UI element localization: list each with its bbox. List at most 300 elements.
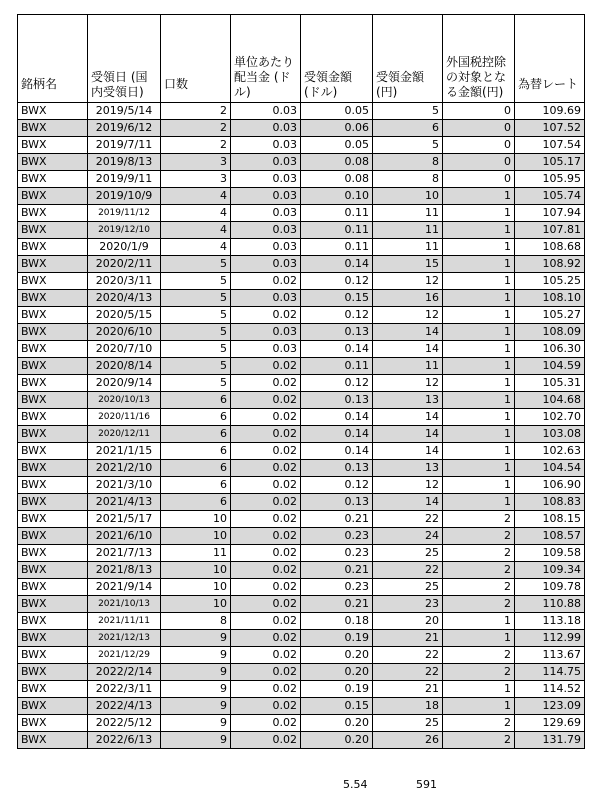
cell-receipt-date: 2021/1/15 xyxy=(88,443,161,460)
cell-exchange-rate: 107.52 xyxy=(515,120,585,137)
cell-units: 5 xyxy=(161,307,231,324)
cell-ticker: BWX xyxy=(18,613,88,630)
table-row xyxy=(18,579,585,596)
table-row xyxy=(18,341,585,358)
table-row xyxy=(18,392,585,409)
cell-units: 5 xyxy=(161,341,231,358)
cell-dividend-per-unit: 0.02 xyxy=(231,528,301,545)
table-row xyxy=(18,137,585,154)
cell-dividend-per-unit: 0.02 xyxy=(231,579,301,596)
cell-exchange-rate: 129.69 xyxy=(515,715,585,732)
cell-amount-jpy: 10 xyxy=(373,188,443,205)
cell-amount-jpy: 12 xyxy=(373,375,443,392)
cell-dividend-per-unit: 0.03 xyxy=(231,324,301,341)
header-foreign-tax-credit: 外国税控除の対象となる金額(円) xyxy=(443,15,515,103)
cell-amount-usd: 0.20 xyxy=(301,664,373,681)
cell-dividend-per-unit: 0.02 xyxy=(231,477,301,494)
header-amount-usd: 受領金額 (ドル) xyxy=(301,15,373,103)
cell-units: 9 xyxy=(161,715,231,732)
cell-exchange-rate: 108.57 xyxy=(515,528,585,545)
cell-units: 8 xyxy=(161,613,231,630)
cell-receipt-date: 2021/4/13 xyxy=(88,494,161,511)
cell-dividend-per-unit: 0.03 xyxy=(231,341,301,358)
header-ticker: 銘柄名 xyxy=(18,15,88,103)
header-row xyxy=(18,15,585,103)
cell-receipt-date: 2019/5/14 xyxy=(88,103,161,120)
cell-foreign-tax-credit: 1 xyxy=(443,273,515,290)
cell-exchange-rate: 108.68 xyxy=(515,239,585,256)
cell-ticker: BWX xyxy=(18,375,88,392)
cell-units: 9 xyxy=(161,732,231,749)
cell-amount-usd: 0.15 xyxy=(301,290,373,307)
cell-amount-usd: 0.21 xyxy=(301,596,373,613)
cell-exchange-rate: 107.81 xyxy=(515,222,585,239)
cell-foreign-tax-credit: 2 xyxy=(443,545,515,562)
cell-units: 5 xyxy=(161,358,231,375)
cell-dividend-per-unit: 0.02 xyxy=(231,562,301,579)
cell-amount-jpy: 8 xyxy=(373,154,443,171)
cell-amount-usd: 0.11 xyxy=(301,239,373,256)
cell-receipt-date: 2022/3/11 xyxy=(88,681,161,698)
cell-amount-usd: 0.21 xyxy=(301,562,373,579)
cell-units: 9 xyxy=(161,664,231,681)
header-dividend-per-unit: 単位あたり配当金 (ドル) xyxy=(231,15,301,103)
cell-amount-usd: 0.23 xyxy=(301,579,373,596)
cell-foreign-tax-credit: 1 xyxy=(443,460,515,477)
table-row xyxy=(18,698,585,715)
cell-amount-usd: 0.15 xyxy=(301,698,373,715)
cell-units: 4 xyxy=(161,188,231,205)
table-row xyxy=(18,307,585,324)
table-row xyxy=(18,239,585,256)
cell-foreign-tax-credit: 1 xyxy=(443,205,515,222)
cell-receipt-date: 2020/8/14 xyxy=(88,358,161,375)
cell-receipt-date: 2019/11/12 xyxy=(88,205,161,222)
cell-amount-jpy: 22 xyxy=(373,511,443,528)
cell-exchange-rate: 109.58 xyxy=(515,545,585,562)
cell-ticker: BWX xyxy=(18,545,88,562)
cell-amount-usd: 0.14 xyxy=(301,256,373,273)
table-row xyxy=(18,596,585,613)
cell-foreign-tax-credit: 1 xyxy=(443,239,515,256)
cell-ticker: BWX xyxy=(18,290,88,307)
cell-foreign-tax-credit: 1 xyxy=(443,443,515,460)
cell-receipt-date: 2022/6/13 xyxy=(88,732,161,749)
cell-dividend-per-unit: 0.03 xyxy=(231,171,301,188)
cell-dividend-per-unit: 0.02 xyxy=(231,511,301,528)
cell-dividend-per-unit: 0.03 xyxy=(231,137,301,154)
cell-amount-jpy: 12 xyxy=(373,273,443,290)
cell-receipt-date: 2020/5/15 xyxy=(88,307,161,324)
cell-foreign-tax-credit: 2 xyxy=(443,579,515,596)
cell-dividend-per-unit: 0.02 xyxy=(231,545,301,562)
cell-receipt-date: 2021/3/10 xyxy=(88,477,161,494)
cell-units: 10 xyxy=(161,579,231,596)
cell-units: 10 xyxy=(161,528,231,545)
table-row xyxy=(18,103,585,120)
cell-amount-usd: 0.13 xyxy=(301,460,373,477)
cell-units: 3 xyxy=(161,171,231,188)
cell-amount-jpy: 8 xyxy=(373,171,443,188)
cell-receipt-date: 2022/2/14 xyxy=(88,664,161,681)
cell-receipt-date: 2020/4/13 xyxy=(88,290,161,307)
cell-ticker: BWX xyxy=(18,664,88,681)
cell-dividend-per-unit: 0.02 xyxy=(231,698,301,715)
cell-receipt-date: 2019/8/13 xyxy=(88,154,161,171)
cell-exchange-rate: 104.68 xyxy=(515,392,585,409)
table-row xyxy=(18,511,585,528)
cell-amount-usd: 0.14 xyxy=(301,341,373,358)
cell-exchange-rate: 109.69 xyxy=(515,103,585,120)
cell-dividend-per-unit: 0.03 xyxy=(231,103,301,120)
cell-dividend-per-unit: 0.02 xyxy=(231,426,301,443)
table-row xyxy=(18,256,585,273)
cell-amount-jpy: 11 xyxy=(373,222,443,239)
cell-amount-usd: 0.11 xyxy=(301,205,373,222)
cell-foreign-tax-credit: 2 xyxy=(443,528,515,545)
cell-amount-usd: 0.20 xyxy=(301,647,373,664)
cell-dividend-per-unit: 0.02 xyxy=(231,732,301,749)
cell-receipt-date: 2020/12/11 xyxy=(88,426,161,443)
table-row xyxy=(18,358,585,375)
cell-receipt-date: 2019/10/9 xyxy=(88,188,161,205)
cell-ticker: BWX xyxy=(18,443,88,460)
cell-ticker: BWX xyxy=(18,222,88,239)
cell-units: 9 xyxy=(161,681,231,698)
cell-units: 6 xyxy=(161,426,231,443)
cell-units: 5 xyxy=(161,375,231,392)
dividend-table xyxy=(17,14,585,749)
cell-exchange-rate: 131.79 xyxy=(515,732,585,749)
cell-dividend-per-unit: 0.02 xyxy=(231,715,301,732)
cell-exchange-rate: 108.09 xyxy=(515,324,585,341)
cell-dividend-per-unit: 0.03 xyxy=(231,256,301,273)
cell-foreign-tax-credit: 1 xyxy=(443,630,515,647)
cell-ticker: BWX xyxy=(18,409,88,426)
cell-amount-usd: 0.20 xyxy=(301,715,373,732)
cell-amount-jpy: 5 xyxy=(373,137,443,154)
table-row xyxy=(18,154,585,171)
cell-amount-jpy: 12 xyxy=(373,307,443,324)
cell-exchange-rate: 102.63 xyxy=(515,443,585,460)
cell-amount-usd: 0.21 xyxy=(301,511,373,528)
table-row xyxy=(18,562,585,579)
cell-units: 6 xyxy=(161,443,231,460)
cell-foreign-tax-credit: 1 xyxy=(443,375,515,392)
cell-amount-jpy: 13 xyxy=(373,460,443,477)
cell-ticker: BWX xyxy=(18,460,88,477)
cell-units: 11 xyxy=(161,545,231,562)
table-row xyxy=(18,375,585,392)
cell-ticker: BWX xyxy=(18,137,88,154)
cell-units: 6 xyxy=(161,409,231,426)
cell-amount-usd: 0.12 xyxy=(301,273,373,290)
cell-exchange-rate: 105.95 xyxy=(515,171,585,188)
cell-amount-usd: 0.12 xyxy=(301,307,373,324)
cell-foreign-tax-credit: 1 xyxy=(443,494,515,511)
cell-amount-jpy: 25 xyxy=(373,715,443,732)
cell-receipt-date: 2019/12/10 xyxy=(88,222,161,239)
cell-receipt-date: 2021/2/10 xyxy=(88,460,161,477)
cell-units: 9 xyxy=(161,698,231,715)
cell-dividend-per-unit: 0.03 xyxy=(231,120,301,137)
cell-foreign-tax-credit: 1 xyxy=(443,307,515,324)
cell-receipt-date: 2019/7/11 xyxy=(88,137,161,154)
cell-amount-usd: 0.06 xyxy=(301,120,373,137)
cell-ticker: BWX xyxy=(18,239,88,256)
cell-dividend-per-unit: 0.03 xyxy=(231,222,301,239)
cell-exchange-rate: 106.30 xyxy=(515,341,585,358)
table-row xyxy=(18,290,585,307)
cell-amount-usd: 0.13 xyxy=(301,392,373,409)
header-amount-jpy: 受領金額 (円) xyxy=(373,15,443,103)
cell-dividend-per-unit: 0.02 xyxy=(231,630,301,647)
cell-dividend-per-unit: 0.03 xyxy=(231,239,301,256)
cell-ticker: BWX xyxy=(18,511,88,528)
cell-amount-usd: 0.23 xyxy=(301,545,373,562)
cell-dividend-per-unit: 0.02 xyxy=(231,409,301,426)
cell-receipt-date: 2021/10/13 xyxy=(88,596,161,613)
cell-units: 6 xyxy=(161,494,231,511)
cell-amount-jpy: 14 xyxy=(373,494,443,511)
cell-exchange-rate: 105.17 xyxy=(515,154,585,171)
cell-receipt-date: 2020/11/16 xyxy=(88,409,161,426)
cell-exchange-rate: 107.54 xyxy=(515,137,585,154)
cell-ticker: BWX xyxy=(18,256,88,273)
cell-ticker: BWX xyxy=(18,205,88,222)
cell-amount-usd: 0.10 xyxy=(301,188,373,205)
cell-dividend-per-unit: 0.03 xyxy=(231,290,301,307)
cell-amount-jpy: 24 xyxy=(373,528,443,545)
cell-amount-jpy: 12 xyxy=(373,477,443,494)
cell-ticker: BWX xyxy=(18,171,88,188)
cell-exchange-rate: 110.88 xyxy=(515,596,585,613)
cell-foreign-tax-credit: 0 xyxy=(443,154,515,171)
table-row xyxy=(18,681,585,698)
cell-amount-jpy: 14 xyxy=(373,341,443,358)
cell-units: 9 xyxy=(161,647,231,664)
cell-amount-usd: 0.23 xyxy=(301,528,373,545)
cell-exchange-rate: 113.67 xyxy=(515,647,585,664)
table-row xyxy=(18,647,585,664)
cell-exchange-rate: 102.70 xyxy=(515,409,585,426)
cell-amount-jpy: 15 xyxy=(373,256,443,273)
cell-exchange-rate: 106.90 xyxy=(515,477,585,494)
cell-receipt-date: 2021/6/10 xyxy=(88,528,161,545)
cell-amount-jpy: 11 xyxy=(373,358,443,375)
cell-receipt-date: 2021/8/13 xyxy=(88,562,161,579)
cell-foreign-tax-credit: 2 xyxy=(443,562,515,579)
table-header xyxy=(18,15,585,103)
cell-exchange-rate: 108.83 xyxy=(515,494,585,511)
total-usd: 5.54 xyxy=(343,778,368,791)
cell-ticker: BWX xyxy=(18,154,88,171)
cell-dividend-per-unit: 0.02 xyxy=(231,681,301,698)
cell-amount-usd: 0.14 xyxy=(301,443,373,460)
cell-dividend-per-unit: 0.03 xyxy=(231,154,301,171)
cell-amount-jpy: 25 xyxy=(373,579,443,596)
cell-foreign-tax-credit: 0 xyxy=(443,120,515,137)
cell-receipt-date: 2020/1/9 xyxy=(88,239,161,256)
cell-amount-jpy: 21 xyxy=(373,630,443,647)
cell-dividend-per-unit: 0.03 xyxy=(231,188,301,205)
cell-amount-usd: 0.12 xyxy=(301,477,373,494)
cell-amount-usd: 0.05 xyxy=(301,137,373,154)
cell-amount-usd: 0.12 xyxy=(301,375,373,392)
cell-ticker: BWX xyxy=(18,630,88,647)
cell-receipt-date: 2020/2/11 xyxy=(88,256,161,273)
cell-foreign-tax-credit: 2 xyxy=(443,511,515,528)
cell-units: 2 xyxy=(161,137,231,154)
cell-amount-jpy: 20 xyxy=(373,613,443,630)
cell-amount-jpy: 13 xyxy=(373,392,443,409)
total-jpy: 591 xyxy=(416,778,437,791)
cell-amount-usd: 0.14 xyxy=(301,426,373,443)
cell-dividend-per-unit: 0.03 xyxy=(231,205,301,222)
cell-exchange-rate: 114.52 xyxy=(515,681,585,698)
cell-amount-jpy: 22 xyxy=(373,647,443,664)
cell-units: 5 xyxy=(161,256,231,273)
table-row xyxy=(18,409,585,426)
cell-units: 2 xyxy=(161,120,231,137)
cell-ticker: BWX xyxy=(18,392,88,409)
cell-amount-jpy: 14 xyxy=(373,426,443,443)
table-row xyxy=(18,664,585,681)
cell-foreign-tax-credit: 2 xyxy=(443,715,515,732)
table-row xyxy=(18,732,585,749)
cell-ticker: BWX xyxy=(18,120,88,137)
cell-units: 6 xyxy=(161,460,231,477)
cell-receipt-date: 2021/12/13 xyxy=(88,630,161,647)
cell-receipt-date: 2020/9/14 xyxy=(88,375,161,392)
cell-exchange-rate: 107.94 xyxy=(515,205,585,222)
cell-dividend-per-unit: 0.02 xyxy=(231,273,301,290)
table-row xyxy=(18,545,585,562)
cell-amount-usd: 0.08 xyxy=(301,171,373,188)
cell-amount-usd: 0.19 xyxy=(301,630,373,647)
cell-ticker: BWX xyxy=(18,562,88,579)
cell-receipt-date: 2021/5/17 xyxy=(88,511,161,528)
cell-receipt-date: 2019/6/12 xyxy=(88,120,161,137)
cell-foreign-tax-credit: 1 xyxy=(443,290,515,307)
cell-dividend-per-unit: 0.02 xyxy=(231,613,301,630)
cell-dividend-per-unit: 0.02 xyxy=(231,443,301,460)
cell-foreign-tax-credit: 1 xyxy=(443,358,515,375)
cell-amount-jpy: 14 xyxy=(373,409,443,426)
cell-amount-usd: 0.13 xyxy=(301,494,373,511)
cell-dividend-per-unit: 0.02 xyxy=(231,307,301,324)
cell-dividend-per-unit: 0.02 xyxy=(231,664,301,681)
cell-foreign-tax-credit: 1 xyxy=(443,256,515,273)
cell-amount-jpy: 22 xyxy=(373,562,443,579)
cell-receipt-date: 2020/7/10 xyxy=(88,341,161,358)
table-row xyxy=(18,528,585,545)
cell-units: 6 xyxy=(161,477,231,494)
cell-foreign-tax-credit: 2 xyxy=(443,732,515,749)
cell-foreign-tax-credit: 1 xyxy=(443,392,515,409)
table-row xyxy=(18,443,585,460)
header-exchange-rate: 為替レート xyxy=(515,15,585,103)
cell-amount-jpy: 11 xyxy=(373,239,443,256)
cell-amount-jpy: 21 xyxy=(373,681,443,698)
cell-units: 9 xyxy=(161,630,231,647)
cell-ticker: BWX xyxy=(18,188,88,205)
cell-units: 3 xyxy=(161,154,231,171)
cell-amount-jpy: 26 xyxy=(373,732,443,749)
cell-ticker: BWX xyxy=(18,341,88,358)
cell-dividend-per-unit: 0.02 xyxy=(231,647,301,664)
cell-foreign-tax-credit: 1 xyxy=(443,681,515,698)
cell-ticker: BWX xyxy=(18,477,88,494)
cell-exchange-rate: 108.92 xyxy=(515,256,585,273)
table-row xyxy=(18,630,585,647)
cell-units: 5 xyxy=(161,290,231,307)
cell-amount-usd: 0.08 xyxy=(301,154,373,171)
cell-amount-usd: 0.13 xyxy=(301,324,373,341)
cell-foreign-tax-credit: 2 xyxy=(443,647,515,664)
cell-exchange-rate: 123.09 xyxy=(515,698,585,715)
cell-foreign-tax-credit: 0 xyxy=(443,103,515,120)
cell-units: 2 xyxy=(161,103,231,120)
cell-ticker: BWX xyxy=(18,528,88,545)
cell-dividend-per-unit: 0.02 xyxy=(231,375,301,392)
cell-amount-jpy: 6 xyxy=(373,120,443,137)
cell-exchange-rate: 108.15 xyxy=(515,511,585,528)
cell-exchange-rate: 114.75 xyxy=(515,664,585,681)
cell-receipt-date: 2021/11/11 xyxy=(88,613,161,630)
cell-exchange-rate: 112.99 xyxy=(515,630,585,647)
cell-ticker: BWX xyxy=(18,103,88,120)
cell-exchange-rate: 105.27 xyxy=(515,307,585,324)
cell-foreign-tax-credit: 1 xyxy=(443,324,515,341)
cell-dividend-per-unit: 0.02 xyxy=(231,460,301,477)
cell-exchange-rate: 109.78 xyxy=(515,579,585,596)
cell-ticker: BWX xyxy=(18,647,88,664)
cell-receipt-date: 2021/9/14 xyxy=(88,579,161,596)
cell-amount-jpy: 14 xyxy=(373,443,443,460)
cell-foreign-tax-credit: 1 xyxy=(443,426,515,443)
cell-amount-jpy: 11 xyxy=(373,205,443,222)
cell-amount-usd: 0.14 xyxy=(301,409,373,426)
cell-exchange-rate: 104.54 xyxy=(515,460,585,477)
cell-amount-jpy: 23 xyxy=(373,596,443,613)
cell-ticker: BWX xyxy=(18,494,88,511)
cell-amount-jpy: 18 xyxy=(373,698,443,715)
cell-units: 10 xyxy=(161,596,231,613)
header-units: 口数 xyxy=(161,15,231,103)
cell-amount-jpy: 22 xyxy=(373,664,443,681)
cell-amount-jpy: 14 xyxy=(373,324,443,341)
cell-foreign-tax-credit: 0 xyxy=(443,137,515,154)
cell-receipt-date: 2020/3/11 xyxy=(88,273,161,290)
cell-ticker: BWX xyxy=(18,579,88,596)
cell-dividend-per-unit: 0.02 xyxy=(231,392,301,409)
cell-ticker: BWX xyxy=(18,596,88,613)
cell-ticker: BWX xyxy=(18,698,88,715)
cell-foreign-tax-credit: 1 xyxy=(443,222,515,239)
cell-amount-usd: 0.19 xyxy=(301,681,373,698)
cell-foreign-tax-credit: 1 xyxy=(443,477,515,494)
cell-exchange-rate: 103.08 xyxy=(515,426,585,443)
table-row xyxy=(18,613,585,630)
cell-amount-usd: 0.18 xyxy=(301,613,373,630)
cell-ticker: BWX xyxy=(18,307,88,324)
cell-foreign-tax-credit: 1 xyxy=(443,698,515,715)
cell-foreign-tax-credit: 2 xyxy=(443,596,515,613)
cell-exchange-rate: 104.59 xyxy=(515,358,585,375)
cell-exchange-rate: 105.74 xyxy=(515,188,585,205)
cell-ticker: BWX xyxy=(18,426,88,443)
